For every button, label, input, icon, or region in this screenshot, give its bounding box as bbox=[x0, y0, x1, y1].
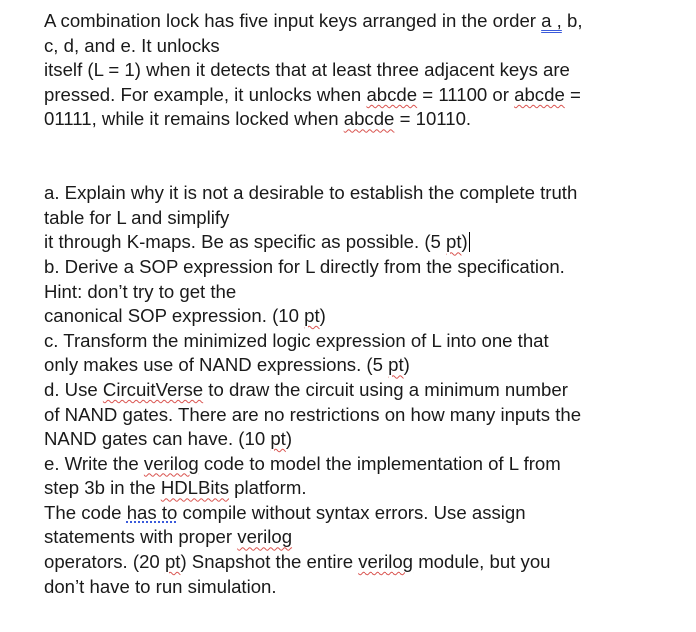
part-a-line-2: table for L and simplify bbox=[44, 206, 230, 228]
text: to draw the circuit using a minimum number bbox=[203, 378, 568, 400]
text: it through K-maps. Be as specific as possible. (5 bbox=[44, 231, 447, 253]
grammar-flag[interactable]: has to bbox=[126, 501, 178, 523]
part-e-line-5 bbox=[44, 550, 684, 575]
text: = bbox=[564, 83, 581, 105]
text: 01111, while it remains locked when bbox=[44, 108, 344, 130]
text: platform. bbox=[229, 477, 307, 499]
spelling-flag[interactable]: pt bbox=[164, 551, 181, 573]
text: ) bbox=[319, 305, 326, 327]
intro-line-1 bbox=[44, 9, 684, 34]
spelling-flag[interactable]: pt bbox=[304, 305, 320, 327]
intro-line-5 bbox=[44, 107, 684, 132]
spelling-flag[interactable]: CircuitVerse bbox=[102, 378, 204, 400]
spelling-flag[interactable]: verilog bbox=[143, 452, 199, 474]
text: step 3b in the bbox=[44, 477, 161, 499]
spelling-flag[interactable]: verilog bbox=[358, 551, 414, 573]
text: canonical SOP expression. (10 bbox=[44, 305, 305, 327]
text: pressed. For example, it unlocks when bbox=[44, 83, 367, 105]
text: = 11100 or bbox=[417, 83, 515, 105]
text: module, but you bbox=[413, 551, 551, 573]
part-e-line-2 bbox=[44, 476, 684, 501]
blank-line bbox=[44, 157, 684, 182]
text: ) bbox=[403, 354, 410, 376]
spelling-flag[interactable]: pt bbox=[270, 428, 286, 450]
text: operators. (20 bbox=[44, 551, 165, 573]
part-d-line-1 bbox=[44, 378, 684, 403]
text-cursor bbox=[469, 232, 470, 252]
blank-line bbox=[44, 132, 684, 157]
intro-line-4 bbox=[44, 83, 684, 108]
part-b-line-2: Hint: don’t try to get the bbox=[44, 280, 237, 302]
text: = 10110. bbox=[394, 108, 472, 130]
text: NAND gates can have. (10 bbox=[44, 428, 271, 450]
question-document bbox=[44, 9, 684, 599]
text: e. Write the bbox=[44, 452, 144, 474]
part-e-line-4 bbox=[44, 525, 684, 550]
part-b-line-3 bbox=[44, 304, 684, 329]
intro-line-3: itself (L = 1) when it detects that at least three adjacent keys are bbox=[44, 59, 570, 81]
part-e-line-1 bbox=[44, 452, 684, 477]
spelling-flag[interactable]: abcde bbox=[514, 83, 565, 105]
part-c-line-2 bbox=[44, 353, 684, 378]
text: statements with proper bbox=[44, 526, 238, 548]
text: The code bbox=[44, 501, 127, 523]
part-b-line-1: b. Derive a SOP expression for L directly from the specification. bbox=[44, 255, 565, 277]
spelling-flag[interactable]: abcde bbox=[343, 108, 395, 130]
text: only makes use of NAND expressions. (5 bbox=[44, 354, 389, 376]
part-a-line-3 bbox=[44, 230, 684, 255]
grammar-flag[interactable]: a , bbox=[541, 10, 562, 31]
text: A combination lock has five input keys arranged in the order bbox=[44, 10, 542, 31]
text: ) bbox=[461, 231, 468, 253]
text: code to model the implementation of L from bbox=[198, 452, 561, 474]
text: d. Use bbox=[44, 378, 103, 400]
spelling-flag[interactable]: pt bbox=[446, 231, 462, 253]
text: ) bbox=[285, 428, 293, 450]
part-c-line-1: c. Transform the minimized logic expression of L into one that bbox=[44, 329, 549, 351]
text: ) Snapshot the entire bbox=[180, 551, 359, 573]
intro-line-2: c, d, and e. It unlocks bbox=[44, 34, 220, 56]
part-d-line-3 bbox=[44, 427, 684, 452]
text: b, bbox=[561, 10, 583, 31]
part-e-line-3 bbox=[44, 501, 684, 526]
text: compile without syntax errors. Use assign bbox=[177, 501, 526, 523]
part-d-line-2: of NAND gates. There are no restrictions on how many inputs the bbox=[44, 403, 582, 425]
spelling-flag[interactable]: abcde bbox=[366, 83, 418, 105]
part-a-line-1: a. Explain why it is not a desirable to establish the complete truth bbox=[44, 182, 578, 204]
part-e-line-6: don’t have to run simulation. bbox=[44, 575, 277, 597]
spelling-flag[interactable]: pt bbox=[388, 354, 404, 376]
spelling-flag[interactable]: HDLBits bbox=[160, 477, 230, 499]
spelling-flag[interactable]: verilog bbox=[237, 526, 293, 548]
